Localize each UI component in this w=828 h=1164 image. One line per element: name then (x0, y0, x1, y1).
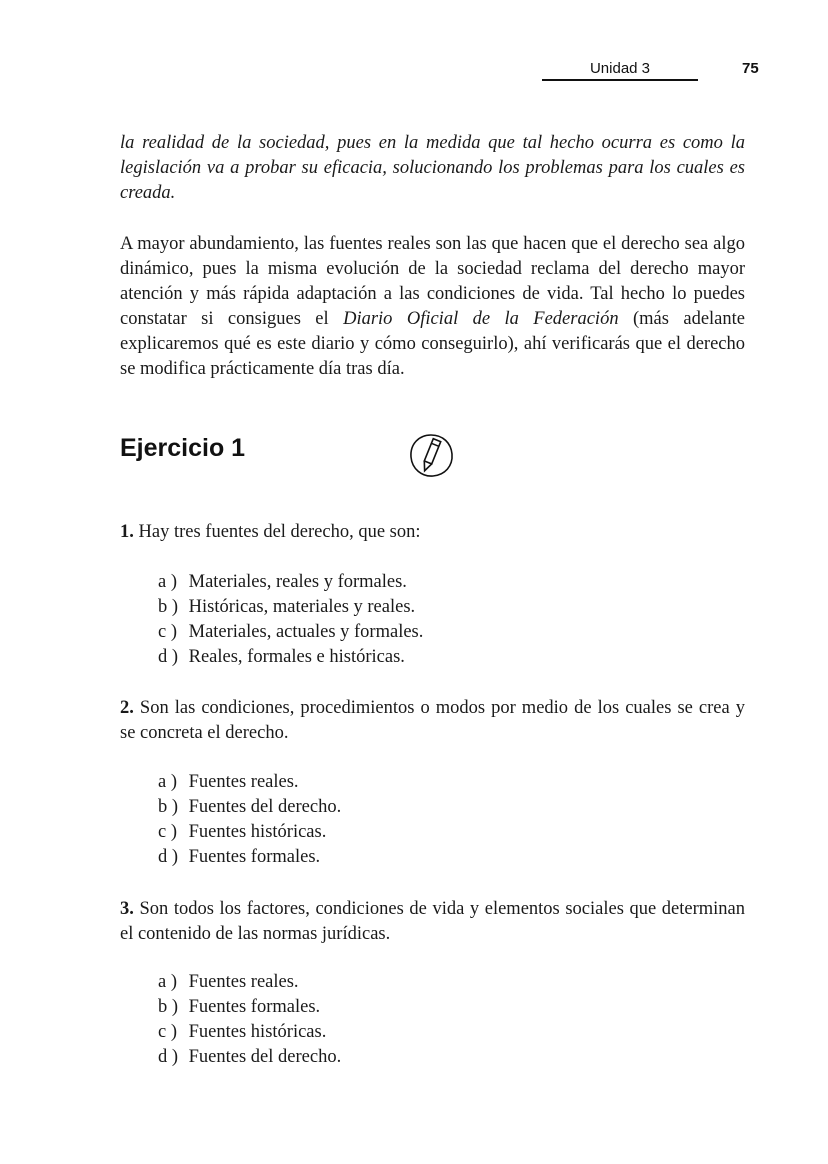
option-letter: d ) (158, 647, 179, 667)
question-1 (120, 520, 745, 545)
option-3d[interactable] (158, 1045, 341, 1070)
question-1-options (158, 570, 423, 670)
option-text: Fuentes del derecho. (188, 797, 342, 817)
option-3c[interactable] (158, 1020, 341, 1045)
paragraph-2-italic-title: Diario Oficial de la Federación (343, 309, 619, 329)
option-letter: a ) (158, 572, 177, 592)
paragraph-2-part-2: (más adelante explicaremos qué es este diario y cómo conseguirlo), ahí verificarás que el derecho se modifica prácticamente día tras día. (120, 309, 745, 379)
exercise-title: Ejercicio 1 (120, 434, 246, 462)
question-3-text: Son todos los factores, condiciones de vida y elementos sociales que determinan el contenido de las normas jurídicas. (120, 899, 745, 944)
option-1d[interactable] (158, 645, 423, 670)
option-letter: c ) (158, 622, 177, 642)
option-text: Fuentes reales. (188, 772, 299, 792)
option-text: Reales, formales e históricas. (188, 647, 405, 667)
paragraph-fuentes-reales (120, 232, 745, 382)
option-text: Fuentes formales. (188, 847, 321, 867)
option-text: Fuentes históricas. (188, 822, 327, 842)
option-text: Fuentes formales. (188, 997, 321, 1017)
option-letter: a ) (158, 772, 177, 792)
option-text: Materiales, reales y formales. (188, 572, 407, 592)
option-text: Fuentes del derecho. (188, 1047, 342, 1067)
option-letter: d ) (158, 1047, 179, 1067)
option-3b[interactable] (158, 995, 341, 1020)
paragraph-1-text: la realidad de la sociedad, pues en la medida que tal hecho ocurra es como la legislación va a probar su eficacia, solucionando los problemas para los cuales es creada. (120, 133, 745, 203)
option-2c[interactable] (158, 820, 341, 845)
paragraph-continuation (120, 131, 745, 206)
option-letter: c ) (158, 822, 177, 842)
option-text: Históricas, materiales y reales. (188, 597, 416, 617)
option-2a[interactable] (158, 770, 341, 795)
page-number: 75 (742, 60, 759, 77)
question-2 (120, 696, 745, 746)
option-text: Fuentes reales. (188, 972, 299, 992)
running-header (542, 60, 772, 84)
option-text: Fuentes históricas. (188, 1022, 327, 1042)
option-letter: a ) (158, 972, 177, 992)
option-letter: c ) (158, 1022, 177, 1042)
unit-label: Unidad 3 (589, 60, 651, 77)
question-2-number: 2. (120, 698, 134, 718)
option-2d[interactable] (158, 845, 341, 870)
question-1-number: 1. (120, 522, 134, 542)
option-letter: b ) (158, 797, 179, 817)
question-1-text: Hay tres fuentes del derecho, que son: (138, 522, 421, 542)
question-3-options (158, 970, 341, 1070)
paragraph-2 (120, 232, 745, 382)
paragraph-2-part-1: A mayor abundamiento, las fuentes reales son las que hacen que el derecho sea algo dinámico, pues la misma evolución de la sociedad reclama del derecho mayor atención y más rápida adaptación a las condiciones de vida. Tal hecho lo puedes constatar si consigues el (120, 234, 745, 329)
option-1c[interactable] (158, 620, 423, 645)
question-3 (120, 897, 745, 947)
question-2-text: Son las condiciones, procedimientos o modos por medio de los cuales se crea y se concreta el derecho. (120, 698, 746, 743)
option-letter: b ) (158, 997, 179, 1017)
option-text: Materiales, actuales y formales. (188, 622, 424, 642)
option-1b[interactable] (158, 595, 423, 620)
option-3a[interactable] (158, 970, 341, 995)
header-rule (542, 79, 698, 81)
pencil-icon (406, 430, 456, 480)
option-letter: d ) (158, 847, 179, 867)
option-1a[interactable] (158, 570, 423, 595)
option-2b[interactable] (158, 795, 341, 820)
question-3-number: 3. (120, 899, 134, 919)
question-2-options (158, 770, 341, 870)
option-letter: b ) (158, 597, 179, 617)
